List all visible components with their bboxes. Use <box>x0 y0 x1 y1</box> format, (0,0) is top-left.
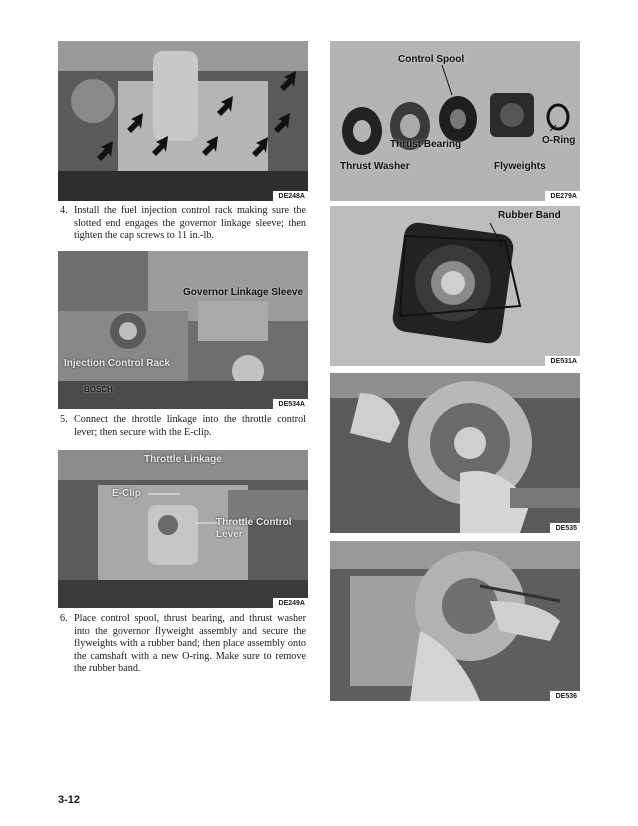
photo-de534a <box>58 251 308 409</box>
photo-de248a <box>58 41 308 201</box>
label-throttle-linkage: Throttle Linkage <box>144 454 222 465</box>
label-bosch: BOSCH <box>84 385 113 394</box>
page-number: 3-12 <box>58 794 81 806</box>
throttle-lever-photo-graphic <box>58 450 308 608</box>
step-text: Connect the throttle linkage into the throttle control lever; then secure with the E-clip. <box>74 414 306 438</box>
photo-de536 <box>330 541 580 701</box>
label-lever: Lever <box>216 529 243 540</box>
step-4 <box>60 205 306 243</box>
figure-id: DE534A <box>273 399 308 409</box>
figure-id: DE535 <box>550 523 580 533</box>
label-thrust-bearing: Thrust Bearing <box>390 139 462 150</box>
flyweight-assembly-photo-graphic <box>330 206 580 366</box>
photo-de535 <box>330 373 580 533</box>
label-governor-linkage-sleeve: Governor Linkage Sleeve <box>183 287 304 298</box>
label-rubber-band: Rubber Band <box>498 210 561 221</box>
step-text: Install the fuel injection control rack making sure the slotted end engages the governor linkage sleeve; then tighten the cap screws to 11 in.-lb. <box>74 205 306 242</box>
figure-id: DE248A <box>273 191 308 201</box>
engine-photo-graphic <box>58 41 308 201</box>
label-injection-control-rack: Injection Control Rack <box>64 358 171 369</box>
label-throttle-control: Throttle Control <box>216 517 292 528</box>
photo-de279a <box>330 41 580 201</box>
figure-id: DE536 <box>550 691 580 701</box>
label-thrust-washer: Thrust Washer <box>340 161 410 172</box>
label-flyweights: Flyweights <box>494 161 546 172</box>
figure-id: DE279A <box>545 191 580 201</box>
label-control-spool: Control Spool <box>398 54 465 65</box>
step-number: 6. <box>60 613 68 624</box>
installing-flyweights-photo-graphic <box>330 373 580 533</box>
figure-id: DE249A <box>273 598 308 608</box>
installing-assembly-photo-graphic <box>330 541 580 701</box>
step-text: Place control spool, thrust bearing, and thrust washer into the governor flyweight assembly and secure the flyweights with a rubber band; then place assembly onto the camshaft with a new O-ring. Make sure to remove the rubber band. <box>74 613 306 675</box>
label-e-clip: E-Clip <box>112 488 141 499</box>
photo-de249a <box>58 450 308 608</box>
photo-de531a <box>330 206 580 366</box>
step-5 <box>60 414 306 439</box>
label-o-ring: O-Ring <box>542 135 576 146</box>
step-6 <box>60 613 306 676</box>
step-number: 4. <box>60 205 68 216</box>
governor-parts-photo-graphic <box>330 41 580 201</box>
figure-id: DE531A <box>545 356 580 366</box>
step-number: 5. <box>60 414 68 425</box>
